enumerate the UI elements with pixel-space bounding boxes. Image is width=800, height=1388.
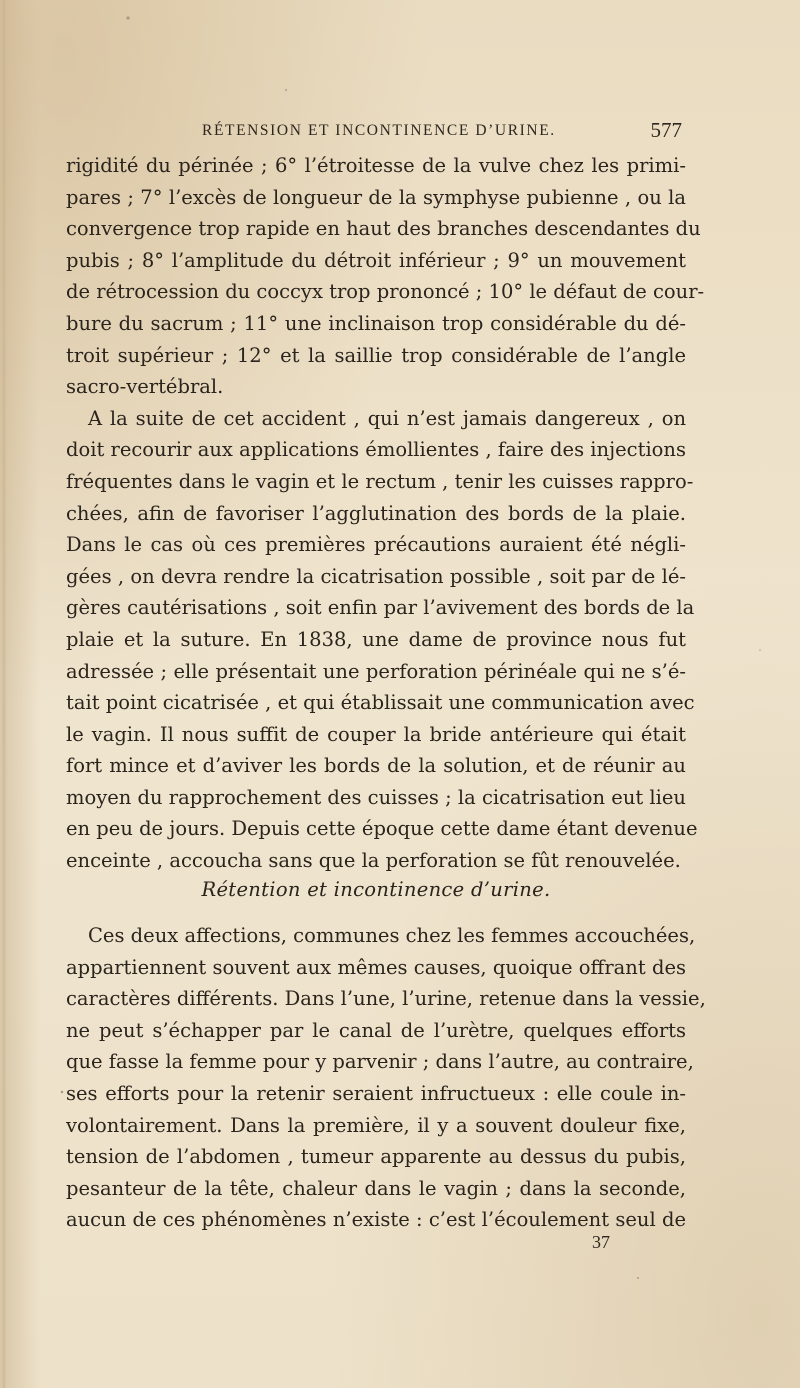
text-line: bure du sacrum ; 11° une inclinaison trop considérable du dé-	[66, 311, 686, 335]
text-line: A la suite de cet accident , qui n’est jamais dangereux , on	[88, 406, 686, 430]
paragraph	[66, 403, 698, 877]
text-line: gées , on devra rendre la cicatrisation possible , soit par de lé-	[66, 564, 686, 588]
text-line: Dans le cas où ces premières précautions auraient été négli-	[66, 533, 686, 557]
body-text-bottom	[66, 920, 706, 1236]
signature-mark: 37	[592, 1232, 610, 1252]
text-line: convergence trop rapide en haut des branches descendantes du	[66, 217, 701, 241]
text-line: de rétrocession du coccyx trop prononcé ; 10° le défaut de cour-	[66, 280, 705, 304]
running-title: RÉTENSION ET INCONTINENCE D’URINE.	[202, 122, 556, 139]
text-line: caractères différents. Dans l’une, l’urine, retenue dans la vessie,	[66, 987, 706, 1011]
text-line: moyen du rapprochement des cuisses ; la cicatrisation eut lieu	[66, 785, 686, 809]
text-line: tension de l’abdomen , tumeur apparente au dessus du pubis,	[66, 1145, 686, 1169]
text-line: doit recourir aux applications émollientes , faire des injections	[66, 438, 686, 462]
text-line: ses efforts pour la retenir seraient infructueux : elle coule in-	[66, 1081, 686, 1105]
text-line: tait point cicatrisée , et qui établissait une communication avec	[66, 691, 695, 715]
text-line: appartiennent souvent aux mêmes causes, quoique offrant des	[66, 955, 686, 979]
text-line: pares ; 7° l’excès de longueur de la symphyse pubienne , ou la	[66, 185, 686, 209]
text-line: gères cautérisations , soit enfin par l’avivement des bords de la	[66, 596, 695, 620]
text-line: chées, afin de favoriser l’agglutination des bords de la plaie.	[66, 501, 686, 525]
text-line: volontairement. Dans la première, il y a souvent douleur fixe,	[66, 1113, 686, 1137]
paragraph	[66, 150, 705, 403]
text-line: sacro-vertébral.	[66, 375, 224, 399]
text-line: pubis ; 8° l’amplitude du détroit inférieur ; 9° un mouvement	[66, 248, 686, 272]
paragraph	[66, 920, 706, 1236]
body-text-top	[66, 150, 705, 877]
text-line: rigidité du périnée ; 6° l’étroitesse de la vulve chez les primi-	[66, 154, 686, 177]
text-line: ne peut s’échapper par le canal de l’urètre, quelques efforts	[66, 1018, 686, 1042]
page-number: 577	[650, 118, 682, 142]
text-line: fréquentes dans le vagin et le rectum , tenir les cuisses rappro-	[66, 469, 694, 493]
text-line: le vagin. Il nous suffit de couper la bride antérieure qui était	[66, 722, 686, 746]
text-line: troit supérieur ; 12° et la saillie trop considérable de l’angle	[66, 343, 686, 367]
running-head	[66, 118, 684, 146]
text-line: fort mince et d’aviver les bords de la solution, et de réunir au	[66, 754, 686, 778]
text-line: en peu de jours. Depuis cette époque cette dame étant devenue	[66, 817, 698, 841]
text-line: Ces deux affections, communes chez les femmes accouchées,	[88, 924, 696, 947]
text-line: que fasse la femme pour y parvenir ; dans l’autre, au contraire,	[66, 1050, 694, 1074]
text-line: plaie et la suture. En 1838, une dame de province nous fut	[66, 627, 686, 651]
text-line: pesanteur de la tête, chaleur dans le vagin ; dans la seconde,	[66, 1176, 686, 1200]
text-line: adressée ; elle présentait une perforation périnéale qui ne s’é-	[66, 659, 686, 683]
section-heading: Rétention et incontinence d’urine.	[201, 878, 551, 901]
text-line: aucun de ces phénomènes n’existe : c’est l’écoulement seul de	[66, 1208, 686, 1232]
text-line: enceinte , accoucha sans que la perforation se fût renouvelée.	[66, 849, 681, 873]
